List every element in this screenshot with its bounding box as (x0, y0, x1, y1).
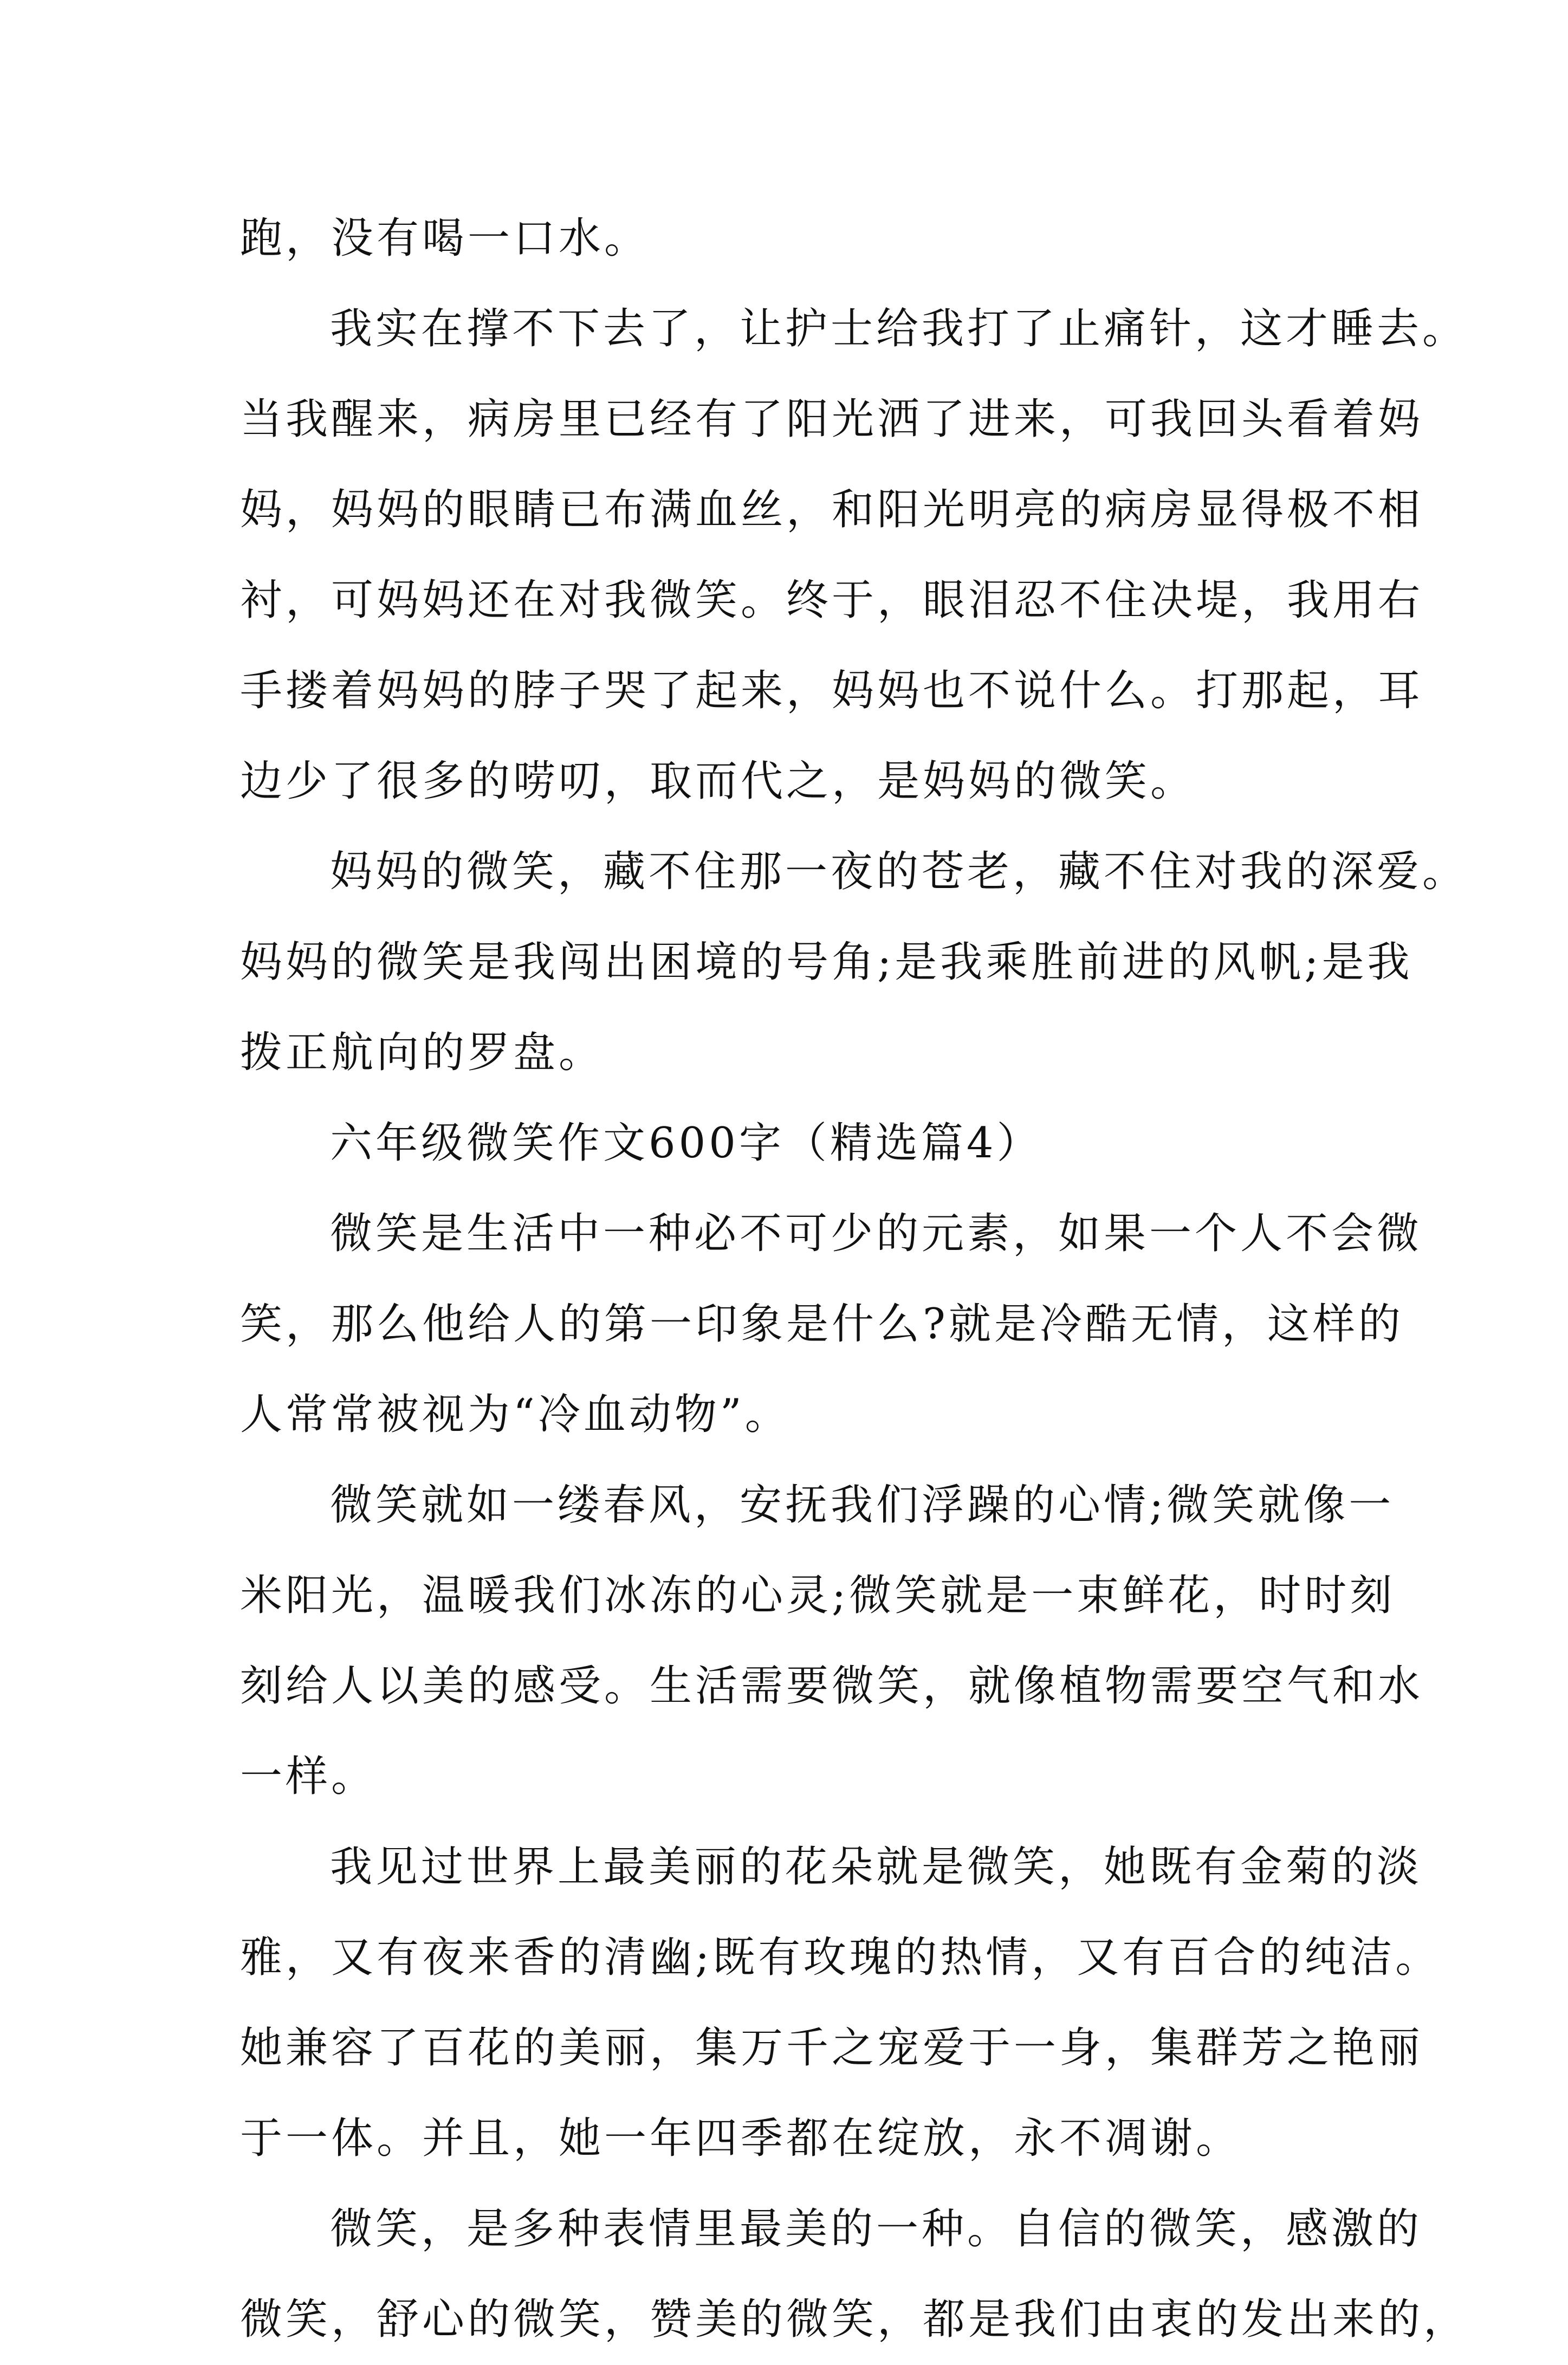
text-line: 边少了很多的唠叨，取而代之，是妈妈的微笑。 (240, 757, 1196, 806)
text-line: 手搂着妈妈的脖子哭了起来，妈妈也不说什么。打那起，耳 (240, 666, 1424, 715)
text-line: 笑，那么他给人的第一印象是什么?就是冷酷无情，这样的 (240, 1300, 1404, 1349)
text-line: 她兼容了百花的美丽，集万千之宠爱于一身，集群芳之艳丽 (240, 2024, 1424, 2072)
text-line: 刻给人以美的感受。生活需要微笑，就像植物需要空气和水 (240, 1662, 1424, 1710)
text-line: 我实在撑不下去了，让护士给我打了止痛针，这才睡去。 (330, 304, 1468, 353)
text-line: 衬，可妈妈还在对我微笑。终于，眼泪忍不住决堤，我用右 (240, 576, 1424, 625)
text-line: 微笑，舒心的微笑，赞美的微笑，都是我们由衷的发出来的， (240, 2295, 1469, 2344)
text-line: 跑，没有喝一口水。 (240, 214, 650, 263)
text-line: 米阳光，温暖我们冰冻的心灵;微笑就是一束鲜花，时时刻 (240, 1571, 1396, 1620)
text-line: 微笑就如一缕春风，安抚我们浮躁的心情;微笑就像一 (330, 1481, 1395, 1530)
text-line: 拨正航向的罗盘。 (240, 1028, 605, 1077)
text-line: 我见过世界上最美丽的花朵就是微笑，她既有金菊的淡 (330, 1843, 1423, 1891)
text-line: 一样。 (240, 1752, 377, 1801)
text-line: 人常常被视为“冷血动物”。 (240, 1390, 791, 1439)
text-line: 微笑，是多种表情里最美的一种。自信的微笑，感激的 (330, 2205, 1423, 2253)
body-text (240, 193, 1469, 2365)
text-line: 妈妈的微笑，藏不住那一夜的苍老，藏不住对我的深爱。 (330, 847, 1468, 896)
section-heading: 六年级微笑作文600字（精选篇4） (330, 1119, 1042, 1168)
text-line: 妈，妈妈的眼睛已布满血丝，和阳光明亮的病房显得极不相 (240, 485, 1424, 534)
text-line: 妈妈的微笑是我闯出困境的号角;是我乘胜前进的风帆;是我 (240, 938, 1413, 987)
text-line: 于一体。并且，她一年四季都在绽放，永不凋谢。 (240, 2114, 1242, 2163)
text-line: 雅，又有夜来香的清幽;既有玫瑰的热情，又有百合的纯洁。 (240, 1933, 1441, 1982)
text-line: 微笑是生活中一种必不可少的元素，如果一个人不会微 (330, 1209, 1423, 1258)
text-line: 当我醒来，病房里已经有了阳光洒了进来，可我回头看着妈 (240, 395, 1424, 444)
